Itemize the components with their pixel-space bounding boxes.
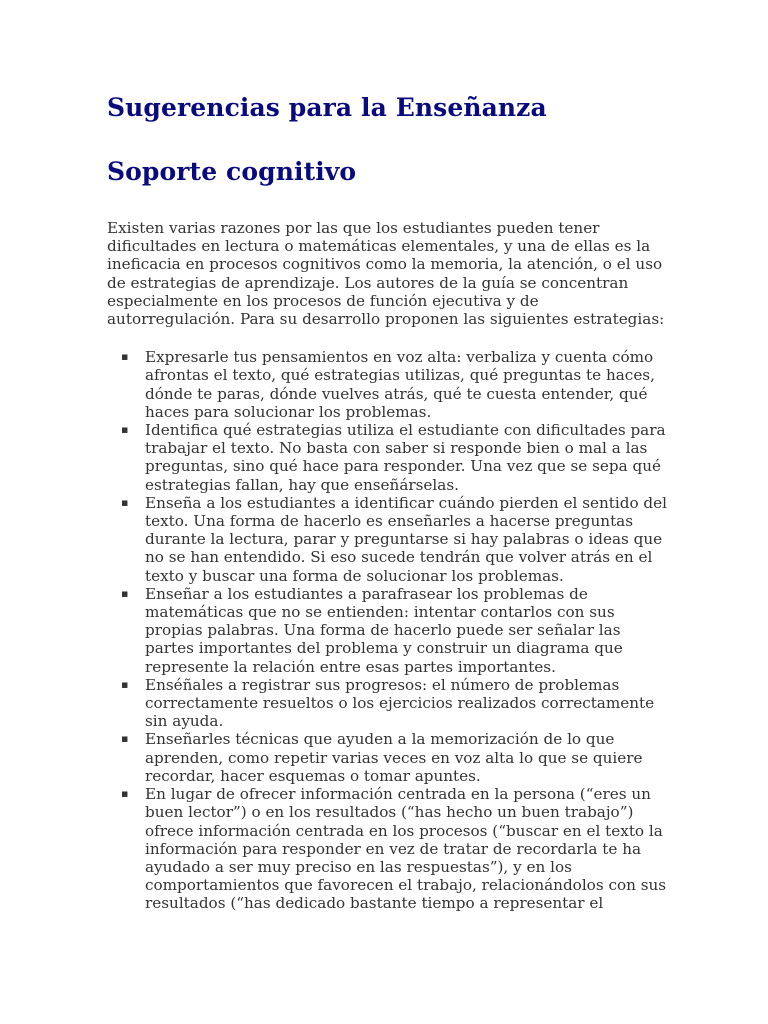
page-title: Sugerencias para la Enseñanza [107,93,547,122]
list-item [107,585,667,676]
list-item-text: Expresarle tus pensamientos en voz alta: verbaliza y cuenta cómo afrontas el texto, qué estrategias utilizas, qué preguntas te haces, dónde te paras, dónde vuelves atrás, qué te cuesta entender, qué haces para solucionar los problemas. [145,348,655,421]
bullet-icon: ▪ [121,677,129,691]
list-item [107,730,667,785]
list-item-text: Enseña a los estudiantes a identificar cuándo pierden el sentido del texto. Una forma de hacerlo es enseñarles a hacerse preguntas durante la lectura, parar y preguntarse si hay palabras o ideas que no se han entendido. Si eso sucede tendrán que volver atrás en el texto y buscar una forma de solucionar los problemas. [145,493,668,585]
strategy-list [107,348,667,912]
list-item [107,785,667,912]
bullet-icon: ▪ [121,350,129,364]
bullet-icon: ▪ [121,495,129,509]
list-item-text: Identifica qué estrategias utiliza el estudiante con dificultades para trabajar el texto. No basta con saber si responde bien o mal a las preguntas, sino qué hace para responder. Una vez que se sepa qué estrategias fallan, hay que enseñárselas. [145,421,666,494]
list-item-text: Enseñar a los estudiantes a parafrasear los problemas de matemáticas que no se entienden: intentar contarlos con sus propias palabras. Una forma de hacerlo puede ser señalar las partes importantes del problema y construir un diagrama que represente la relación entre esas partes importantes. [145,584,623,676]
list-item [107,421,667,494]
list-item-text: Enséñales a registrar sus progresos: el número de problemas correctamente resueltos o los ejercicios realizados correctamente sin ayuda. [145,675,655,731]
section-title: Soporte cognitivo [107,157,357,186]
list-item [107,348,667,421]
bullet-icon: ▪ [121,423,129,437]
list-item [107,676,667,731]
list-item-text: Enseñarles técnicas que ayuden a la memorización de lo que aprenden, como repetir varias veces en voz alta lo que se quiere recordar, hacer esquemas o tomar apuntes. [145,730,643,785]
bullet-icon: ▪ [121,586,129,600]
bullet-icon: ▪ [121,787,129,801]
bullet-icon: ▪ [121,732,129,746]
list-item [107,494,667,585]
intro-paragraph: Existen varias razones por las que los estudiantes pueden tener dificultades en lectura o matemáticas elementales, y una de ellas es la ineficacia en procesos cognitivos como la memoria, la atención, o el uso de estrategias de aprendizaje. Los autores de la guía se concentran especialmente en los procesos de función ejecutiva y de autorregulación. Para su desarrollo proponen las siguientes estrategias: [107,219,665,329]
list-item-text: En lugar de ofrecer información centrada en la persona (“eres un buen lector”) o en los resultados (“has hecho un buen trabajo”) ofrece información centrada en los procesos (“buscar en el texto la información para responder en vez de tratar de recordarla te ha ayudado a ser muy preciso en las respuestas”), y en los comportamientos que favorecen el trabajo, relacionándolos con sus resultados (“has dedicado bastante tiempo a representar el [145,785,667,913]
document-content [107,88,667,913]
